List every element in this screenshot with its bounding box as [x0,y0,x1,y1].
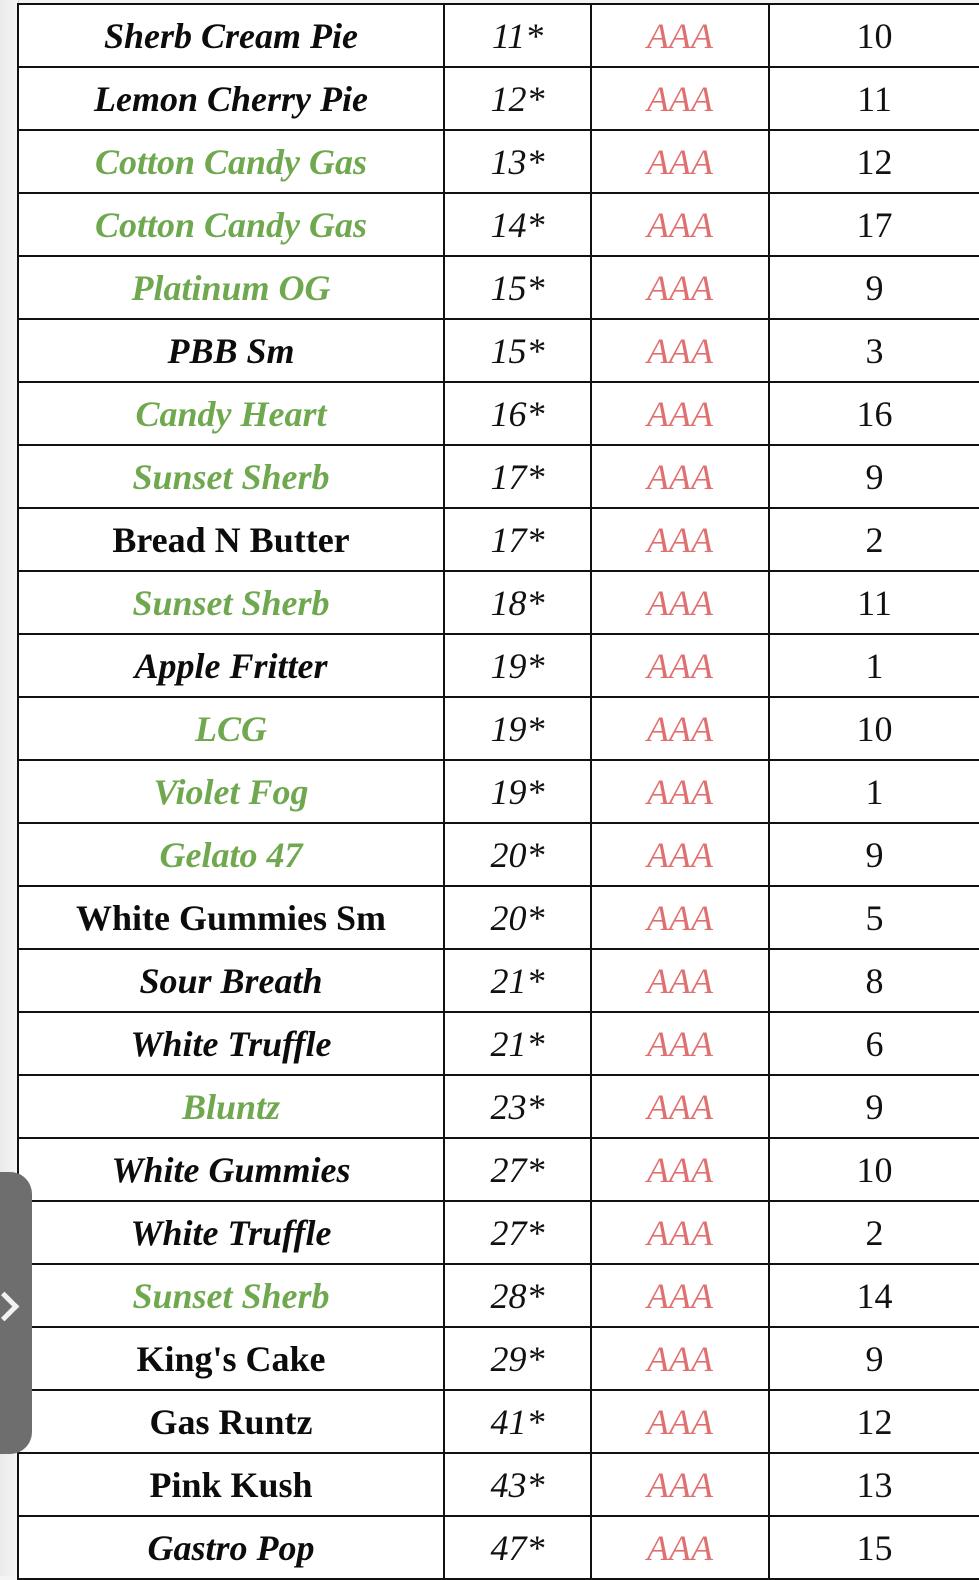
grade-cell[interactable]: AAA [591,256,769,319]
table-row [18,4,979,67]
quantity-cell[interactable]: 2 [769,508,979,571]
quantity-cell[interactable]: 17 [769,193,979,256]
name-cell[interactable]: Bluntz [18,1075,444,1138]
grade-cell[interactable]: AAA [591,1075,769,1138]
inventory-table-body [18,4,979,1579]
grade-cell[interactable]: AAA [591,1327,769,1390]
price-cell[interactable]: 19* [444,634,591,697]
name-cell[interactable]: LCG [18,697,444,760]
grade-cell[interactable]: AAA [591,1264,769,1327]
table-row [18,1264,979,1327]
grade-cell[interactable]: AAA [591,1390,769,1453]
quantity-cell[interactable]: 1 [769,634,979,697]
name-cell[interactable]: King's Cake [18,1327,444,1390]
grade-cell[interactable]: AAA [591,571,769,634]
name-cell[interactable]: Sour Breath [18,949,444,1012]
table-row [18,697,979,760]
price-cell[interactable]: 16* [444,382,591,445]
table-row [18,382,979,445]
quantity-cell[interactable]: 9 [769,1327,979,1390]
table-row [18,823,979,886]
grade-cell[interactable]: AAA [591,949,769,1012]
quantity-cell[interactable]: 1 [769,760,979,823]
name-cell[interactable]: White Gummies Sm [18,886,444,949]
price-cell[interactable]: 15* [444,256,591,319]
quantity-cell[interactable]: 5 [769,886,979,949]
table-row [18,1516,979,1579]
price-cell[interactable]: 43* [444,1453,591,1516]
name-cell[interactable]: Gastro Pop [18,1516,444,1579]
price-cell[interactable]: 41* [444,1390,591,1453]
table-row [18,1453,979,1516]
grade-cell[interactable]: AAA [591,1201,769,1264]
name-cell[interactable]: Candy Heart [18,382,444,445]
price-cell[interactable]: 23* [444,1075,591,1138]
price-cell[interactable]: 27* [444,1138,591,1201]
price-cell[interactable]: 11* [444,4,591,67]
price-cell[interactable]: 21* [444,949,591,1012]
quantity-cell[interactable]: 9 [769,823,979,886]
quantity-cell[interactable]: 8 [769,949,979,1012]
table-row [18,1075,979,1138]
grade-cell[interactable]: AAA [591,319,769,382]
price-cell[interactable]: 13* [444,130,591,193]
quantity-cell[interactable]: 10 [769,697,979,760]
grade-cell[interactable]: AAA [591,4,769,67]
quantity-cell[interactable]: 12 [769,130,979,193]
name-cell[interactable]: Platinum OG [18,256,444,319]
price-cell[interactable]: 14* [444,193,591,256]
grade-cell[interactable]: AAA [591,382,769,445]
table-row [18,1327,979,1390]
price-cell[interactable]: 47* [444,1516,591,1579]
quantity-cell[interactable]: 3 [769,319,979,382]
name-cell[interactable]: Violet Fog [18,760,444,823]
name-cell[interactable]: White Truffle [18,1012,444,1075]
grade-cell[interactable]: AAA [591,634,769,697]
price-cell[interactable]: 19* [444,697,591,760]
price-cell[interactable]: 21* [444,1012,591,1075]
quantity-cell[interactable]: 6 [769,1012,979,1075]
inventory-table [17,3,979,1580]
table-row [18,1201,979,1264]
name-cell[interactable]: Apple Fritter [18,634,444,697]
quantity-cell[interactable]: 15 [769,1516,979,1579]
quantity-cell[interactable]: 12 [769,1390,979,1453]
name-cell[interactable]: Bread N Butter [18,508,444,571]
table-row [18,760,979,823]
name-cell[interactable]: Gelato 47 [18,823,444,886]
name-cell[interactable]: PBB Sm [18,319,444,382]
price-cell[interactable]: 20* [444,886,591,949]
table-row [18,886,979,949]
name-cell[interactable]: Lemon Cherry Pie [18,67,444,130]
name-cell[interactable]: Sunset Sherb [18,571,444,634]
name-cell[interactable]: White Truffle [18,1201,444,1264]
grade-cell[interactable]: AAA [591,1012,769,1075]
price-cell[interactable]: 17* [444,445,591,508]
name-cell[interactable]: Sherb Cream Pie [18,4,444,67]
price-cell[interactable]: 27* [444,1201,591,1264]
name-cell[interactable]: Pink Kush [18,1453,444,1516]
grade-cell[interactable]: AAA [591,445,769,508]
grade-cell[interactable]: AAA [591,508,769,571]
grade-cell[interactable]: AAA [591,193,769,256]
quantity-cell[interactable]: 9 [769,445,979,508]
grade-cell[interactable]: AAA [591,67,769,130]
quantity-cell[interactable]: 9 [769,256,979,319]
grade-cell[interactable]: AAA [591,823,769,886]
grade-cell[interactable]: AAA [591,760,769,823]
table-row [18,949,979,1012]
name-cell[interactable]: Sunset Sherb [18,1264,444,1327]
quantity-cell[interactable]: 13 [769,1453,979,1516]
price-cell[interactable]: 28* [444,1264,591,1327]
quantity-cell[interactable]: 16 [769,382,979,445]
price-cell[interactable]: 19* [444,760,591,823]
price-cell[interactable]: 29* [444,1327,591,1390]
table-row [18,256,979,319]
table-row [18,193,979,256]
name-cell[interactable]: Cotton Candy Gas [18,193,444,256]
price-cell[interactable]: 20* [444,823,591,886]
name-cell[interactable]: Sunset Sherb [18,445,444,508]
table-row [18,1390,979,1453]
name-cell[interactable]: Gas Runtz [18,1390,444,1453]
grade-cell[interactable]: AAA [591,1453,769,1516]
table-row [18,1138,979,1201]
grade-cell[interactable]: AAA [591,1138,769,1201]
grade-cell[interactable]: AAA [591,130,769,193]
table-row [18,1012,979,1075]
grade-cell[interactable]: AAA [591,886,769,949]
grade-cell[interactable]: AAA [591,1516,769,1579]
quantity-cell[interactable]: 10 [769,1138,979,1201]
name-cell[interactable]: White Gummies [18,1138,444,1201]
table-row [18,445,979,508]
quantity-cell[interactable]: 14 [769,1264,979,1327]
table-row [18,67,979,130]
table-row [18,319,979,382]
price-cell[interactable]: 18* [444,571,591,634]
quantity-cell[interactable]: 11 [769,571,979,634]
quantity-cell[interactable]: 11 [769,67,979,130]
table-row [18,130,979,193]
price-cell[interactable]: 15* [444,319,591,382]
quantity-cell[interactable]: 9 [769,1075,979,1138]
grade-cell[interactable]: AAA [591,697,769,760]
table-row [18,571,979,634]
price-cell[interactable]: 17* [444,508,591,571]
price-cell[interactable]: 12* [444,67,591,130]
quantity-cell[interactable]: 2 [769,1201,979,1264]
name-cell[interactable]: Cotton Candy Gas [18,130,444,193]
table-row [18,508,979,571]
quantity-cell[interactable]: 10 [769,4,979,67]
table-row [18,634,979,697]
